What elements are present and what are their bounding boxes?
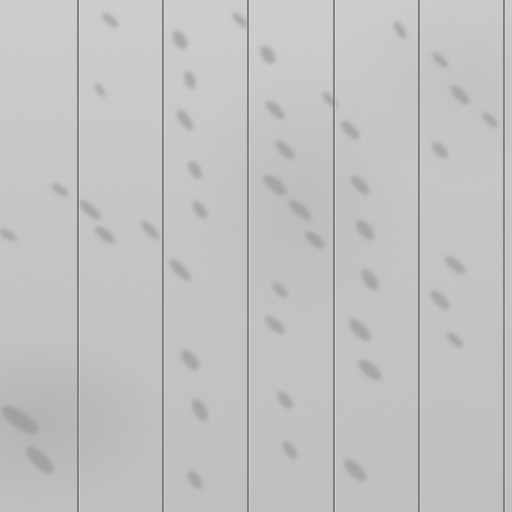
panel-seam bbox=[333, 0, 335, 512]
panel-seam bbox=[503, 0, 505, 512]
panel-seam bbox=[162, 0, 164, 512]
panel-seam bbox=[418, 0, 420, 512]
panel-seam bbox=[77, 0, 79, 512]
panel-seam bbox=[247, 0, 249, 512]
